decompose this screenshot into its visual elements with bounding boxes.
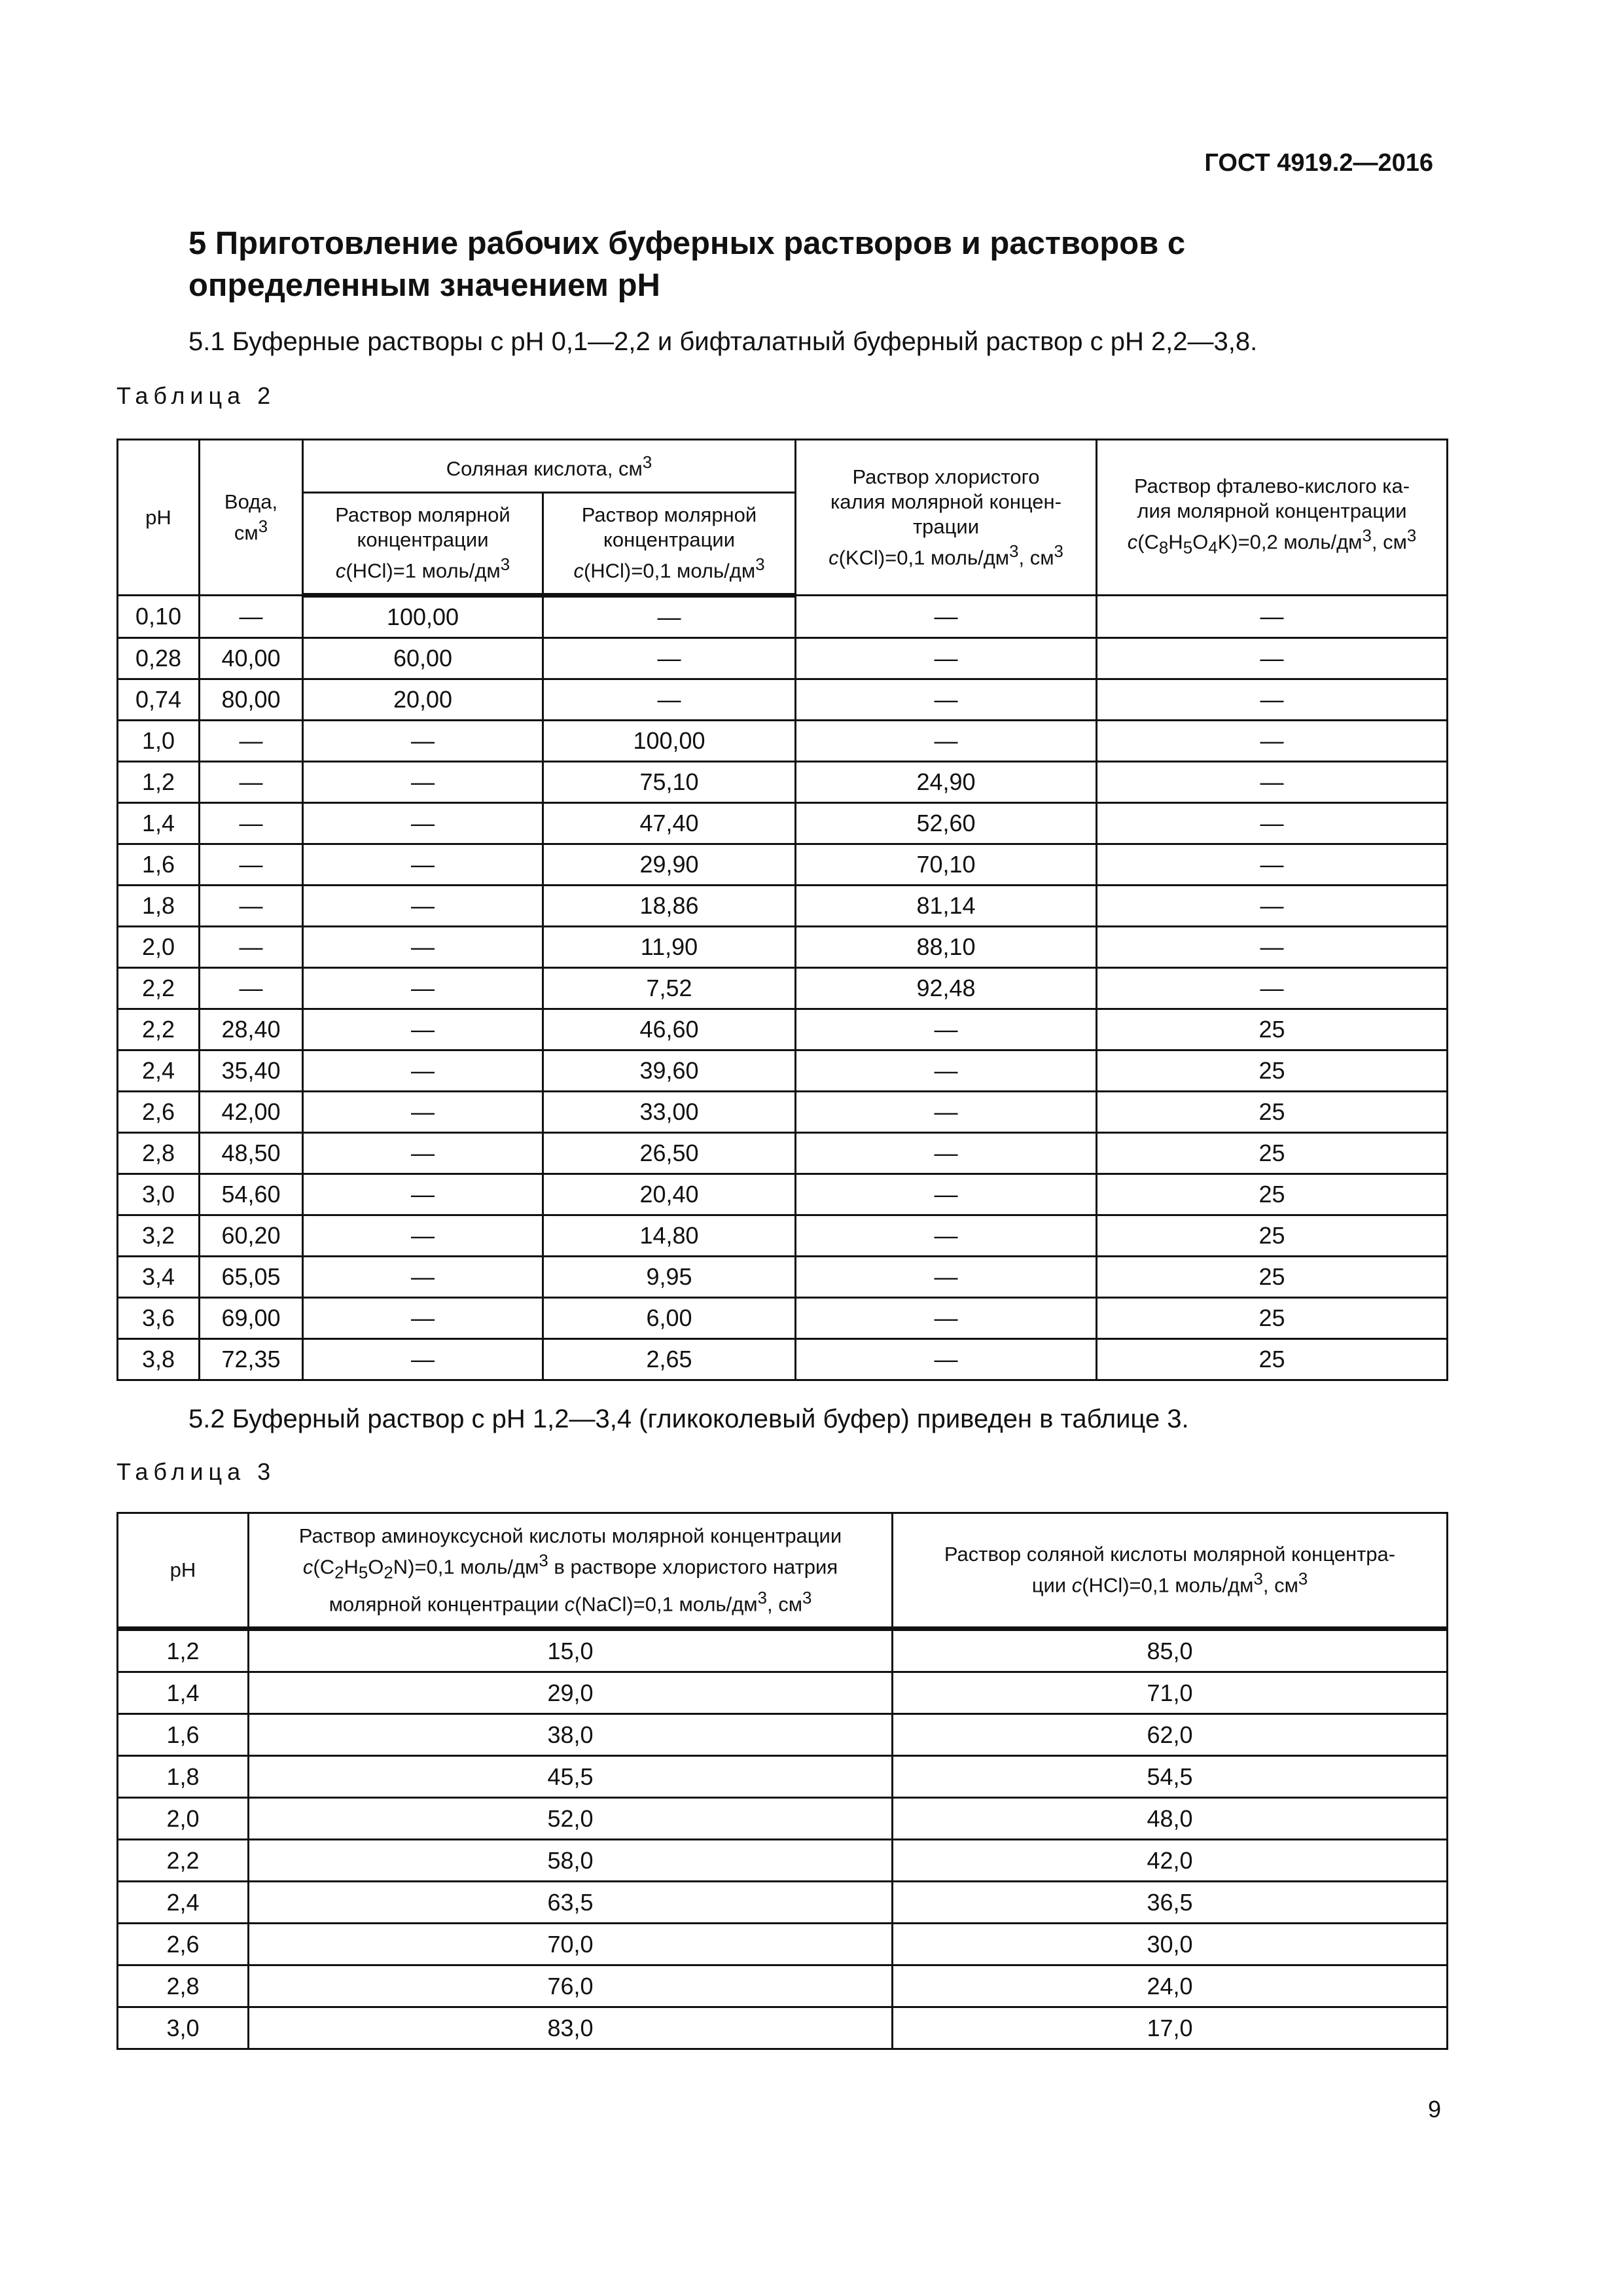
table-cell: 81,14 [796, 886, 1097, 927]
table-cell: 40,00 [200, 638, 303, 679]
table-cell: — [1097, 638, 1448, 679]
table-row [118, 1339, 1448, 1380]
table-cell: — [1097, 679, 1448, 721]
table-cell: 52,60 [796, 803, 1097, 844]
table-cell: — [796, 638, 1097, 679]
table-row [118, 927, 1448, 968]
table-cell: 0,28 [118, 638, 200, 679]
table-cell: — [1097, 927, 1448, 968]
table-cell: — [303, 1092, 543, 1133]
table-row [118, 1840, 1448, 1882]
table-cell: 25 [1097, 1215, 1448, 1257]
table-cell: 92,48 [796, 968, 1097, 1009]
table-cell: 2,2 [118, 1840, 249, 1882]
table-cell: 24,90 [796, 762, 1097, 803]
table-cell: 38,0 [249, 1714, 893, 1756]
table-cell: — [1097, 844, 1448, 886]
table-cell: 76,0 [249, 1965, 893, 2007]
table-cell: 7,52 [543, 968, 796, 1009]
table-cell: — [796, 679, 1097, 721]
table-cell: — [303, 968, 543, 1009]
paragraph-5-2: 5.2 Буферный раствор с рН 1,2—3,4 (гликоколевый буфер) приведен в таблице 3. [188, 1405, 1189, 1433]
table-cell: — [1097, 596, 1448, 638]
table-row [118, 844, 1448, 886]
table-cell: — [303, 927, 543, 968]
table-cell: 25 [1097, 1339, 1448, 1380]
table-cell: 58,0 [249, 1840, 893, 1882]
table-cell: 3,2 [118, 1215, 200, 1257]
table-cell: 14,80 [543, 1215, 796, 1257]
table-cell: 25 [1097, 1092, 1448, 1133]
table-cell: 69,00 [200, 1298, 303, 1339]
table-cell: 88,10 [796, 927, 1097, 968]
table-cell: 1,6 [118, 844, 200, 886]
table-cell: 39,60 [543, 1050, 796, 1092]
table-cell: 3,0 [118, 1174, 200, 1215]
t3-header-hcl: Раствор соляной кислоты молярной концентра- ции c(HCl)=0,1 моль/$дм^3$, $см^3$ [893, 1513, 1448, 1629]
table-cell: 6,00 [543, 1298, 796, 1339]
table-cell: — [200, 844, 303, 886]
table-cell: — [303, 1133, 543, 1174]
table-cell: 29,90 [543, 844, 796, 886]
table-cell: — [796, 596, 1097, 638]
table-cell: 18,86 [543, 886, 796, 927]
table-cell: — [1097, 803, 1448, 844]
table-cell: 33,00 [543, 1092, 796, 1133]
table-row [118, 1965, 1448, 2007]
table-cell: — [1097, 886, 1448, 927]
table-cell: 25 [1097, 1257, 1448, 1298]
table-cell: 17,0 [893, 2007, 1448, 2049]
table-row [118, 968, 1448, 1009]
table-cell: 62,0 [893, 1714, 1448, 1756]
table-cell: 1,8 [118, 1756, 249, 1798]
table-cell: — [303, 1050, 543, 1092]
table-cell: 3,4 [118, 1257, 200, 1298]
table-row [118, 886, 1448, 927]
table-cell: — [200, 886, 303, 927]
t2-header-phthalate: Раствор фталево-кислого ка- лия молярной концентрации $c(C_8H_5O_4K)=0,2$ моль/$дм^3$, $см^3$ [1097, 440, 1448, 596]
t2-header-ph: pH [118, 440, 200, 596]
table-cell: 1,2 [118, 1629, 249, 1672]
table-row [118, 1257, 1448, 1298]
table-row [118, 1924, 1448, 1965]
table-cell: 25 [1097, 1133, 1448, 1174]
table-cell: 2,4 [118, 1882, 249, 1924]
table-cell: 2,6 [118, 1924, 249, 1965]
table-cell: 83,0 [249, 2007, 893, 2049]
table-cell: — [796, 1174, 1097, 1215]
table-2-caption: Таблица 2 [116, 382, 276, 409]
table-2 [116, 439, 1448, 1381]
table-cell: — [796, 1215, 1097, 1257]
section-title: 5 Приготовление рабочих буферных растворов и растворов с определенным значением pH [188, 226, 1186, 303]
table-cell: — [303, 721, 543, 762]
table-cell: 29,0 [249, 1672, 893, 1714]
table-cell: 3,8 [118, 1339, 200, 1380]
table-cell: 54,5 [893, 1756, 1448, 1798]
table-row [118, 1133, 1448, 1174]
page-number: 9 [1427, 2096, 1441, 2123]
t2-header-hcl-1m: Раствор молярной концентрации c(HCl)=1 моль/$дм^3$ [303, 493, 543, 596]
table-cell: — [303, 803, 543, 844]
table-cell: 71,0 [893, 1672, 1448, 1714]
t3-header-glycine: Раствор аминоуксусной кислоты молярной концентрации $c(C_2H_5O_2N)=0,1$ моль/$дм^3$ в растворе хлористого натрия молярной концентрации c(NaCl)=0,1 моль/$дм^3$, $см^3$ [249, 1513, 893, 1629]
table-cell: — [200, 762, 303, 803]
table-2-body [118, 596, 1448, 1380]
table-cell: — [200, 803, 303, 844]
table-cell: 20,00 [303, 679, 543, 721]
table-cell: 2,65 [543, 1339, 796, 1380]
table-cell: 3,6 [118, 1298, 200, 1339]
table-cell: 1,4 [118, 1672, 249, 1714]
table-row [118, 721, 1448, 762]
table-cell: 0,74 [118, 679, 200, 721]
table-cell: — [303, 1009, 543, 1050]
table-cell: 2,2 [118, 1009, 200, 1050]
table-cell: — [200, 721, 303, 762]
table-cell: — [303, 1174, 543, 1215]
t2-header-water: Вода, $см^3$ [200, 440, 303, 596]
table-3-body [118, 1629, 1448, 2049]
table-row [118, 1882, 1448, 1924]
table-cell: 3,0 [118, 2007, 249, 2049]
table-3 [116, 1512, 1448, 2050]
table-cell: — [303, 762, 543, 803]
table-cell: — [543, 638, 796, 679]
table-row [118, 596, 1448, 638]
table-cell: 0,10 [118, 596, 200, 638]
table-cell: 70,10 [796, 844, 1097, 886]
table-row [118, 1009, 1448, 1050]
table-cell: 15,0 [249, 1629, 893, 1672]
table-cell: — [796, 1339, 1097, 1380]
table-3-caption: Таблица 3 [116, 1458, 276, 1485]
table-cell: 47,40 [543, 803, 796, 844]
table-cell: — [543, 679, 796, 721]
table-cell: — [200, 968, 303, 1009]
table-row [118, 679, 1448, 721]
table-cell: 60,00 [303, 638, 543, 679]
table-cell: 1,4 [118, 803, 200, 844]
table-cell: 70,0 [249, 1924, 893, 1965]
table-cell: — [303, 1215, 543, 1257]
table-cell: 45,5 [249, 1756, 893, 1798]
table-cell: 2,2 [118, 968, 200, 1009]
table-cell: — [796, 1133, 1097, 1174]
table-cell: 52,0 [249, 1798, 893, 1840]
table-row [118, 1298, 1448, 1339]
table-cell: 2,0 [118, 1798, 249, 1840]
table-row [118, 1174, 1448, 1215]
table-cell: 25 [1097, 1050, 1448, 1092]
t3-header-ph: pH [118, 1513, 249, 1629]
table-row [118, 1798, 1448, 1840]
table-cell: 2,8 [118, 1965, 249, 2007]
table-cell: — [200, 596, 303, 638]
table-cell: 20,40 [543, 1174, 796, 1215]
table-cell: 80,00 [200, 679, 303, 721]
table-cell: 25 [1097, 1009, 1448, 1050]
table-cell: 36,5 [893, 1882, 1448, 1924]
table-cell: 72,35 [200, 1339, 303, 1380]
table-cell: 100,00 [543, 721, 796, 762]
table-cell: 2,0 [118, 927, 200, 968]
table-row [118, 1672, 1448, 1714]
table-cell: 54,60 [200, 1174, 303, 1215]
table-row [118, 638, 1448, 679]
table-cell: 2,4 [118, 1050, 200, 1092]
table-row [118, 1092, 1448, 1133]
table-cell: — [796, 1009, 1097, 1050]
table-cell: 35,40 [200, 1050, 303, 1092]
table-cell: 85,0 [893, 1629, 1448, 1672]
table-cell: 30,0 [893, 1924, 1448, 1965]
table-row [118, 1714, 1448, 1756]
table-row [118, 1756, 1448, 1798]
table-row [118, 1215, 1448, 1257]
table-cell: — [303, 1298, 543, 1339]
table-cell: 1,8 [118, 886, 200, 927]
table-cell: — [1097, 762, 1448, 803]
table-cell: 28,40 [200, 1009, 303, 1050]
table-cell: 1,2 [118, 762, 200, 803]
table-cell: 48,50 [200, 1133, 303, 1174]
table-cell: — [303, 886, 543, 927]
table-cell: 24,0 [893, 1965, 1448, 2007]
table-cell: 63,5 [249, 1882, 893, 1924]
table-cell: 9,95 [543, 1257, 796, 1298]
table-cell: — [796, 1092, 1097, 1133]
table-cell: — [796, 1257, 1097, 1298]
table-cell: 48,0 [893, 1798, 1448, 1840]
table-cell: 2,8 [118, 1133, 200, 1174]
table-cell: — [796, 1050, 1097, 1092]
table-cell: — [303, 1257, 543, 1298]
table-cell: — [303, 1339, 543, 1380]
table-cell: — [303, 844, 543, 886]
table-cell: — [543, 596, 796, 638]
document-code: ГОСТ 4919.2—2016 [1204, 149, 1433, 177]
t2-header-hcl-group: Соляная кислота, $см^3$ [303, 440, 796, 493]
table-row [118, 2007, 1448, 2049]
t2-header-kcl: Раствор хлористого калия молярной концен- трации c(KCl)=0,1 моль/$дм^3$, $см^3$ [796, 440, 1097, 596]
table-cell: 1,6 [118, 1714, 249, 1756]
table-cell: 65,05 [200, 1257, 303, 1298]
table-cell: 25 [1097, 1298, 1448, 1339]
table-cell: — [796, 721, 1097, 762]
table-cell: 42,00 [200, 1092, 303, 1133]
table-cell: 1,0 [118, 721, 200, 762]
table-cell: 75,10 [543, 762, 796, 803]
table-cell: — [1097, 968, 1448, 1009]
table-cell: 60,20 [200, 1215, 303, 1257]
table-cell: 100,00 [303, 596, 543, 638]
table-row [118, 1629, 1448, 1672]
paragraph-5-1: 5.1 Буферные растворы с рН 0,1—2,2 и бифталатный буферный раствор с рН 2,2—3,8. [188, 327, 1258, 356]
table-row [118, 803, 1448, 844]
t2-header-hcl-01m: Раствор молярной концентрации c(HCl)=0,1 моль/$дм^3$ [543, 493, 796, 596]
table-cell: 46,60 [543, 1009, 796, 1050]
table-cell: 26,50 [543, 1133, 796, 1174]
table-cell: — [1097, 721, 1448, 762]
table-cell: 25 [1097, 1174, 1448, 1215]
table-cell: — [200, 927, 303, 968]
table-row [118, 762, 1448, 803]
table-row [118, 1050, 1448, 1092]
table-cell: 42,0 [893, 1840, 1448, 1882]
table-cell: 11,90 [543, 927, 796, 968]
table-cell: 2,6 [118, 1092, 200, 1133]
table-cell: — [796, 1298, 1097, 1339]
